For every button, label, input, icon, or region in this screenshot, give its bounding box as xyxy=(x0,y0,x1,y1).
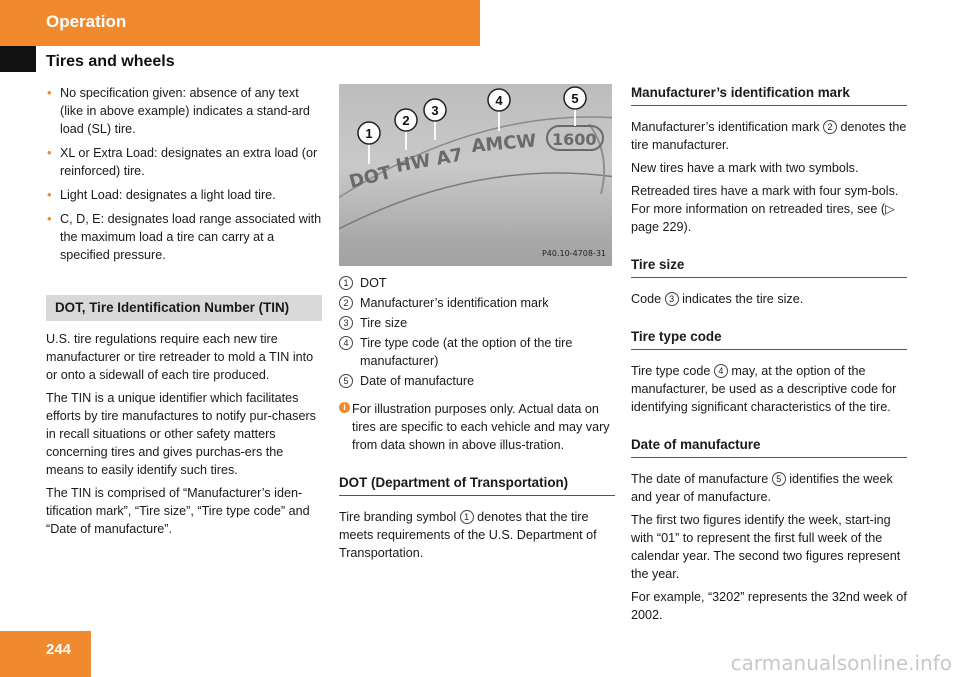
number-badge: 5 xyxy=(772,472,786,486)
legend-item: 2 Manufacturer’s identification mark xyxy=(339,294,615,312)
paragraph: For example, “3202” represents the 32nd week of 2002. xyxy=(631,590,907,622)
number-badge: 4 xyxy=(339,336,353,350)
list-item: • Light Load: designates a light load tire. xyxy=(47,187,276,202)
bullet-icon: • xyxy=(47,145,52,160)
mfr-id-heading: Manufacturer’s identification mark xyxy=(631,84,907,106)
paragraph: Code 3 indicates the tire size. xyxy=(631,292,804,306)
tire-sidewall-photo xyxy=(339,84,612,266)
bullet-icon: • xyxy=(47,211,52,226)
legend-item: 1 DOT xyxy=(339,274,615,292)
list-item: • C, D, E: designates load range associated with the maximum load a tire can carry at a specified pressure. xyxy=(47,211,322,262)
info-icon: i xyxy=(339,402,350,413)
dot-heading: DOT (Department of Transportation) xyxy=(339,474,615,496)
legend-item: 3 Tire size xyxy=(339,314,615,332)
paragraph: The TIN is comprised of “Manufacturer’s iden-tification mark”, “Tire size”, “Tire type code” and “Date of manufacture”. xyxy=(46,486,310,536)
date-of-manufacture-heading: Date of manufacture xyxy=(631,436,907,458)
list-item: • XL or Extra Load: designates an extra load (or reinforced) tire. xyxy=(47,145,318,178)
figure-reference: P40.10-4708-31 xyxy=(541,249,606,258)
figure-legend xyxy=(339,274,615,390)
paragraph: The TIN is a unique identifier which facilitates efforts by tire manufactures to notify pur-chasers in recall situations or other safety matters concerning tires and gives purchas-ers the means to easily identify such tires. xyxy=(46,391,316,477)
number-badge: 3 xyxy=(665,292,679,306)
number-badge: 3 xyxy=(339,316,353,330)
paragraph: Retreaded tires have a mark with four sym-bols. For more information on retreaded tires, see (▷ page 229). xyxy=(631,184,899,234)
tin-heading: DOT, Tire Identification Number (TIN) xyxy=(46,295,322,321)
column-left xyxy=(46,84,322,543)
bullet-icon: • xyxy=(47,85,52,100)
tire-text-date: 1600 xyxy=(552,130,597,149)
marker-label: 3 xyxy=(431,103,439,118)
tire-text-mfr: HW A7 xyxy=(394,144,465,177)
column-middle xyxy=(339,84,615,567)
subsection-title: Tires and wheels xyxy=(46,53,175,70)
column-right xyxy=(631,84,907,629)
paragraph: Manufacturer’s identification mark 2 denotes the tire manufacturer. xyxy=(631,120,907,152)
tire-type-code-heading: Tire type code xyxy=(631,328,907,350)
paragraph: Tire branding symbol 1 denotes that the tire meets requirements of the U.S. Department of Transportation. xyxy=(339,510,597,560)
tire-size-heading: Tire size xyxy=(631,256,907,278)
marker-label: 1 xyxy=(365,126,373,141)
subsection-marker xyxy=(0,46,36,72)
info-note: i For illustration purposes only. Actual data on tires are specific to each vehicle and may vary from data shown in above illus-tration. xyxy=(339,400,615,454)
number-badge: 1 xyxy=(460,510,474,524)
tire-text-type: AMCW xyxy=(470,130,538,157)
marker-label: 2 xyxy=(402,113,410,128)
paragraph: New tires have a mark with two symbols. xyxy=(631,161,859,175)
legend-item: 5 Date of manufacture xyxy=(339,372,615,390)
legend-item: 4 Tire type code (at the option of the tire manufacturer) xyxy=(339,334,615,370)
paragraph: Tire type code 4 may, at the option of the manufacturer, be used as a descriptive code for identifying significant characteristics of the tire. xyxy=(631,364,897,414)
number-badge: 2 xyxy=(823,120,837,134)
paragraph: The first two figures identify the week, start-ing with “01” to represent the first full week of the calendar year. The second two figures represent the year. xyxy=(631,513,901,581)
list-item: • No specification given: absence of any text (like in above example) indicates a stand-ard load (SL) tire. xyxy=(47,85,310,136)
tire-text-dot: DOT xyxy=(347,162,394,193)
number-badge: 5 xyxy=(339,374,353,388)
watermark: carmanualsonline.info xyxy=(730,651,952,675)
paragraph: The date of manufacture 5 identifies the week and year of manufacture. xyxy=(631,472,893,504)
load-bullet-list xyxy=(46,84,322,264)
page-number: 244 xyxy=(46,641,72,658)
section-title: Operation xyxy=(46,12,127,31)
number-badge: 2 xyxy=(339,296,353,310)
marker-label: 5 xyxy=(571,91,579,106)
paragraph: U.S. tire regulations require each new tire manufacturer or tire retreader to mold a TIN into or onto a sidewall of each tire produced. xyxy=(46,332,314,382)
tire-illustration xyxy=(339,84,612,266)
number-badge: 1 xyxy=(339,276,353,290)
marker-label: 4 xyxy=(495,93,503,108)
bullet-icon: • xyxy=(47,187,52,202)
number-badge: 4 xyxy=(714,364,728,378)
